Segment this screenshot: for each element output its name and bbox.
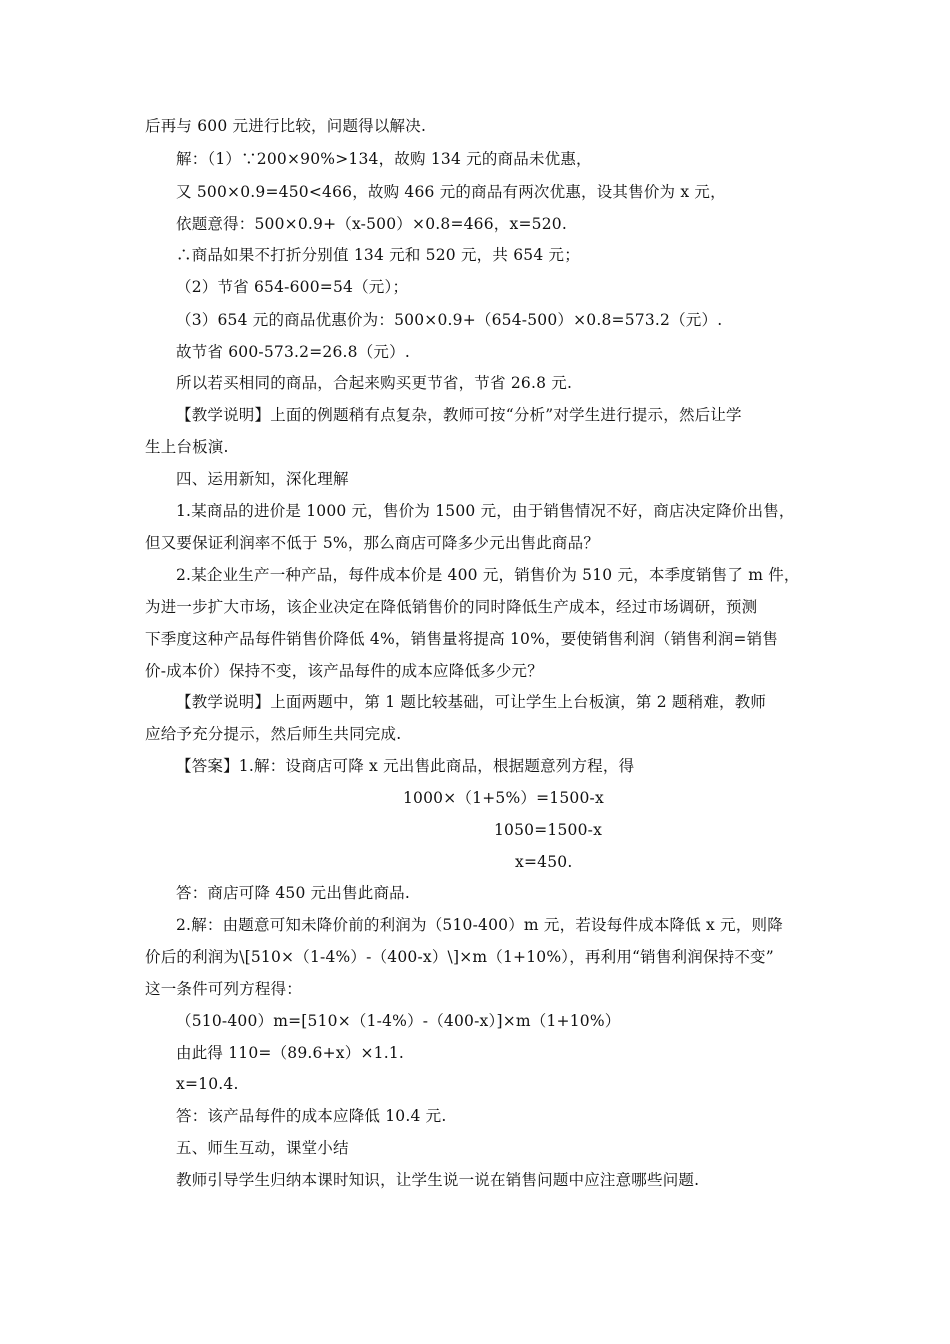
text-line: 应给予充分提示，然后师生共同完成.: [145, 725, 402, 743]
text-line: 依题意得：500×0.9+（x-500）×0.8=466，x=520.: [176, 215, 567, 233]
text-line: 后再与 600 元进行比较，问题得以解决.: [145, 117, 427, 135]
answer-heading: 【答案】1.解：设商店可降 x 元出售此商品，根据题意列方程，得: [176, 757, 635, 775]
equation-line: x=450.: [515, 853, 573, 871]
text-line: 这一条件可列方程得：: [145, 980, 303, 998]
text-line: 生上台板演.: [145, 438, 229, 456]
text-line: （3）654 元的商品优惠价为：500×0.9+（654-500）×0.8=573.2（元）.: [176, 311, 723, 329]
text-line: 所以若买相同的商品，合起来购买更节省，节省 26.8 元.: [176, 374, 573, 392]
text-line: x=10.4.: [176, 1075, 239, 1093]
text-line: 价-成本价）保持不变，该产品每件的成本应降低多少元？: [145, 662, 543, 680]
text-line: ∴商品如果不打折分别值 134 元和 520 元，共 654 元；: [176, 246, 580, 264]
text-line: 下季度这种产品每件销售价降低 4%，销售量将提高 10%，要使销售利润（销售利润=销售: [145, 630, 778, 648]
text-line: 又 500×0.9=450<466，故购 466 元的商品有两次优惠，设其售价为 x 元，: [176, 183, 726, 201]
text-line: 为进一步扩大市场，该企业决定在降低销售价的同时降低生产成本，经过市场调研，预测: [145, 598, 758, 616]
section-heading: 五、师生互动，课堂小结: [176, 1139, 349, 1157]
equation-line: 1050=1500-x: [494, 821, 603, 839]
text-line: 教师引导学生归纳本课时知识，让学生说一说在销售问题中应注意哪些问题.: [176, 1171, 700, 1189]
text-line: （2）节省 654-600=54（元）；: [176, 278, 409, 296]
solution-2: 2.解：由题意可知未降价前的利润为（510-400）m 元，若设每件成本降低 x 元，则降: [176, 916, 783, 934]
section-heading: 四、运用新知，深化理解: [176, 470, 349, 488]
text-line: 但又要保证利润率不低于 5%，那么商店可降多少元出售此商品？: [145, 534, 600, 552]
teaching-note: 【教学说明】上面的例题稍有点复杂，教师可按“分析”对学生进行提示，然后让学: [176, 406, 742, 424]
text-line: 价后的利润为\[510×（1-4%）-（400-x）\]×m（1+10%），再利用“销售利润保持不变”: [145, 948, 774, 966]
teaching-note: 【教学说明】上面两题中，第 1 题比较基础，可让学生上台板演，第 2 题稍难，教师: [176, 693, 767, 711]
equation-line: 1000×（1+5%）=1500-x: [403, 789, 604, 807]
problem-1: 1.某商品的进价是 1000 元，售价为 1500 元，由于销售情况不好，商店决定降价出售，: [176, 502, 795, 520]
text-line: 由此得 110=（89.6+x）×1.1.: [176, 1044, 405, 1062]
answer-line: 答：商店可降 450 元出售此商品.: [176, 884, 410, 902]
answer-line: 答：该产品每件的成本应降低 10.4 元.: [176, 1107, 447, 1125]
text-line: 解：（1）∵200×90%>134，故购 134 元的商品未优惠，: [176, 150, 592, 168]
equation-line: （510-400）m=[510×（1-4%）-（400-x）]×m（1+10%）: [176, 1012, 621, 1030]
text-line: 故节省 600-573.2=26.8（元）.: [176, 343, 410, 361]
problem-2: 2.某企业生产一种产品，每件成本价是 400 元，销售价为 510 元，本季度销售了 m 件，: [176, 566, 800, 584]
